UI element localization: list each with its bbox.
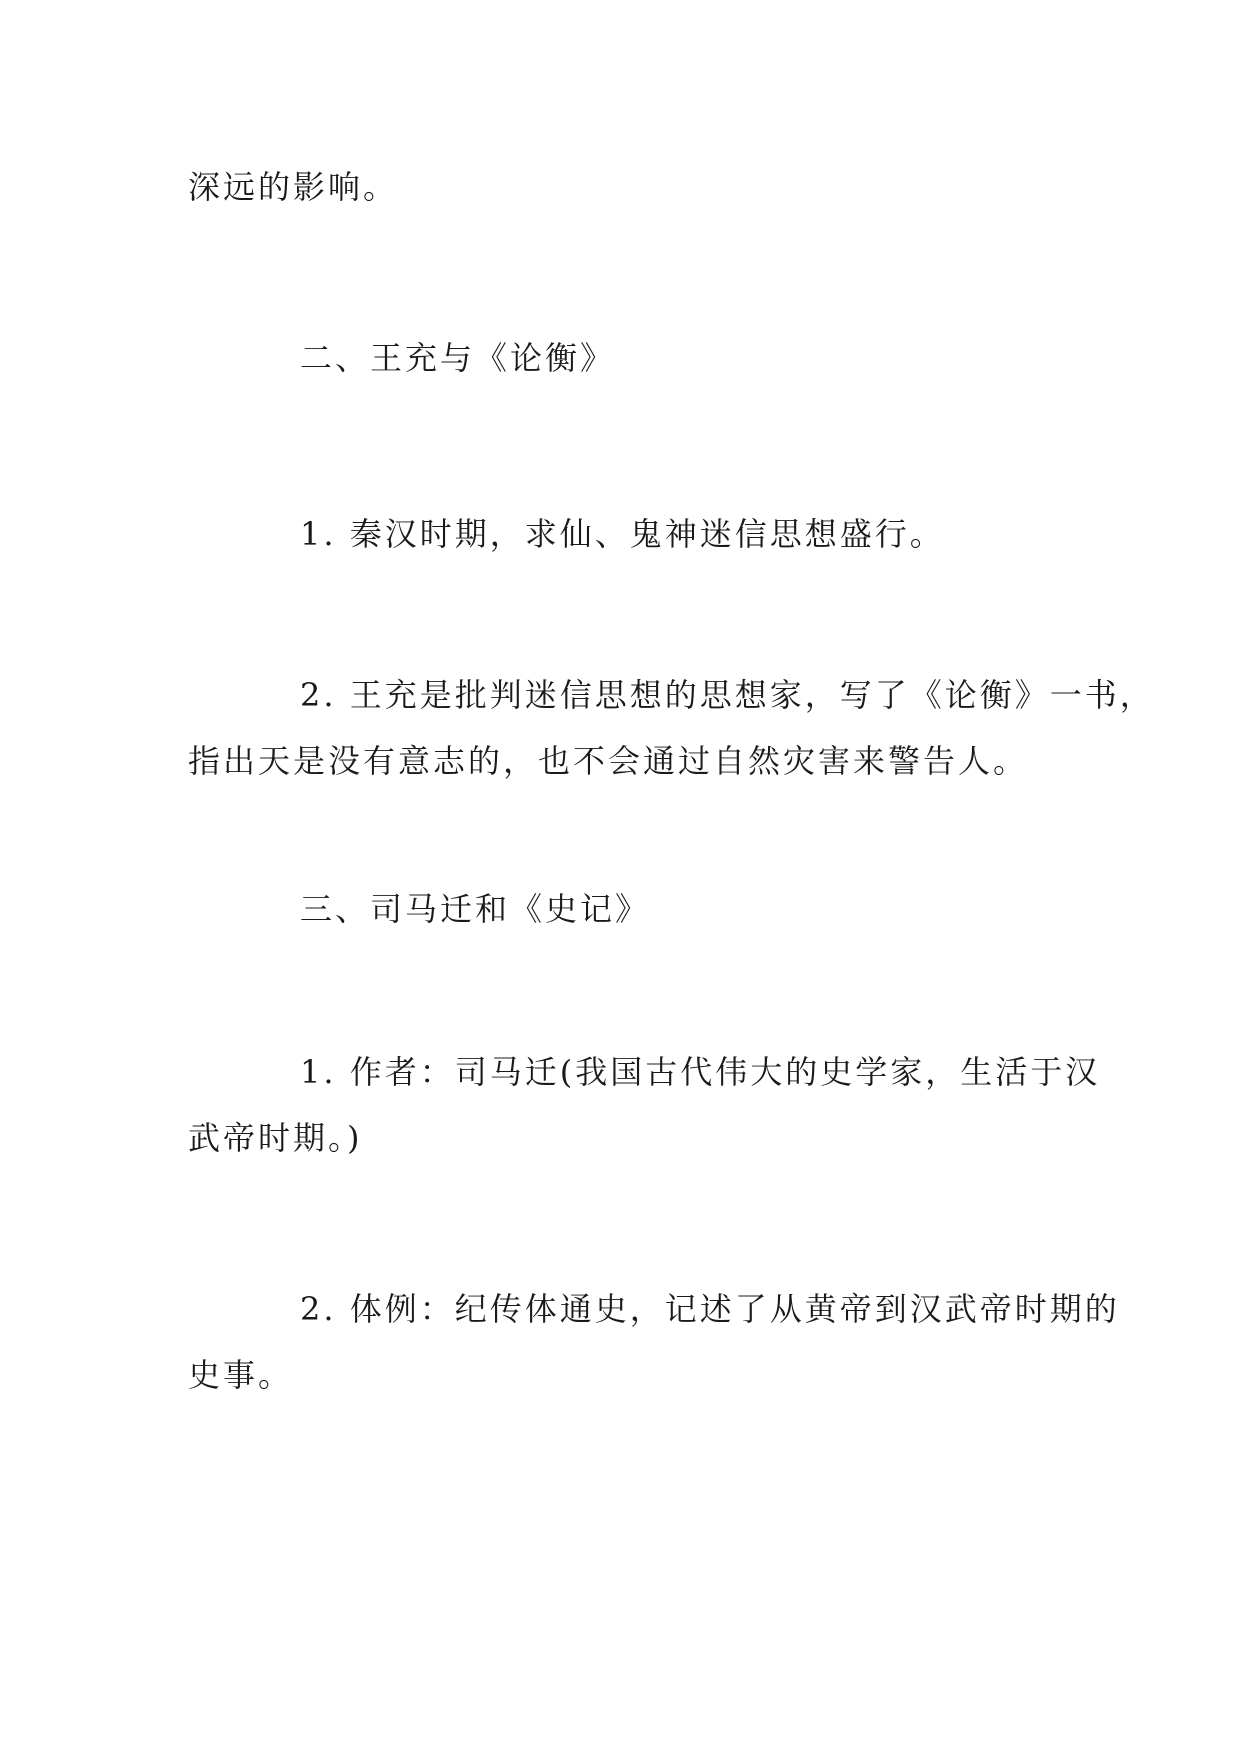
list-item-1 [188, 501, 1060, 567]
text-line: 史事。 [188, 1356, 294, 1394]
list-item-author [188, 1039, 1101, 1171]
text-line: 1. 秦汉时期，求仙、鬼神迷信思想盛行。 [300, 515, 945, 553]
text-line: 1. 作者：司马迁(我国古代伟大的史学家，生活于汉 [300, 1053, 1101, 1091]
text-line: 武帝时期。) [188, 1119, 363, 1157]
text-line: 指出天是没有意志的，也不会通过自然灾害来警告人。 [188, 742, 1029, 780]
text-line: 2. 王充是批判迷信思想的思想家，写了《论衡》一书， [300, 676, 1155, 714]
paragraph-continuation [188, 154, 1060, 220]
section-heading-sima-qian [188, 876, 1060, 942]
list-item-style [188, 1276, 1120, 1408]
heading-text: 三、司马迁和《史记》 [300, 890, 651, 928]
heading-text: 二、王充与《论衡》 [300, 339, 616, 377]
section-heading-wang-chong [188, 325, 1060, 391]
text-line: 深远的影响。 [188, 168, 399, 206]
text-line: 2. 体例：纪传体通史，记述了从黄帝到汉武帝时期的 [300, 1290, 1120, 1328]
list-item-2 [188, 662, 1155, 794]
